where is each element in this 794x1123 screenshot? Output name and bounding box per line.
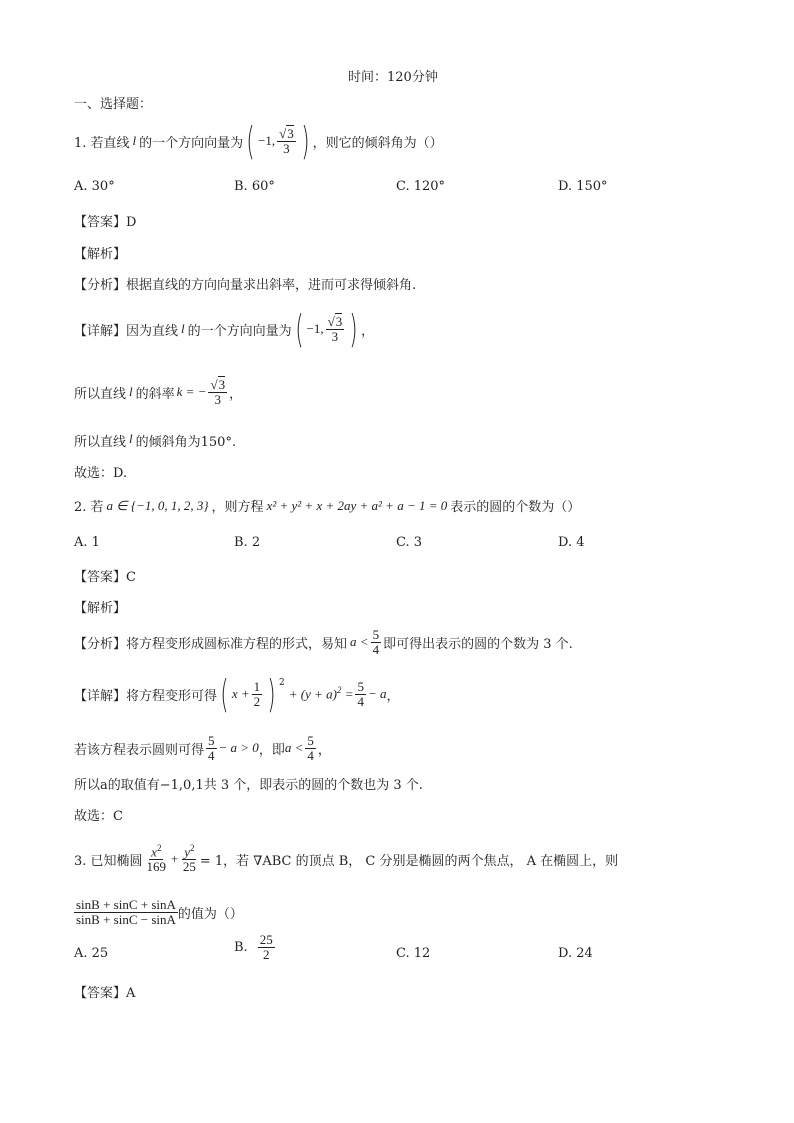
q2-fenxi: 【分析】 将方程变形成圆标准方程的形式，易知 a < $\frac{5}{4}$ 即可得出表示的圆的个数为 3 个. [74, 626, 573, 657]
exam-time: 时间：120分钟 [348, 70, 438, 85]
q2-analysis-label: 【解析】 [74, 601, 127, 616]
q3-option-c: C. 12 [396, 946, 431, 961]
q1-vector-fraction: $\frac{√3}{3}$ [279, 125, 294, 156]
q1-option-c: C. 120° [396, 179, 446, 194]
q3-option-b: B. $\frac{25}{2}$ [234, 932, 273, 962]
q1-fenxi: 【分析】根据直线的方向向量求出斜率，进而可求得倾斜角. [74, 278, 417, 293]
q2-answer: 【答案】C [74, 570, 136, 585]
q2-xiangjie: 【详解】 将方程变形可得 ( x + $\frac{1}{2}$ ) $^2$ + $(y + a)^2$ = $\frac{5}{4}$ − a ， [74, 672, 400, 716]
q1-angle: 所以直线 l 的倾斜角为150°. [74, 431, 237, 450]
q2-choose: 故选：C [74, 809, 123, 824]
q2-option-c: C. 3 [396, 535, 423, 550]
q1-option-d: D. 150° [558, 179, 608, 194]
q2-values: 所以a的取值有−1,0,1共 3 个，即表示的圆的个数也为 3 个. [74, 778, 423, 793]
q1-slope: 所以直线 l 的斜率 k = − $\frac{√3}{3}$ ， [74, 376, 243, 407]
q1-answer: 【答案】D [74, 215, 137, 230]
q2-option-d: D. 4 [558, 535, 585, 550]
q3-answer: 【答案】A [74, 986, 136, 1001]
q3-option-d: D. 24 [558, 946, 593, 961]
q1-option-a: A. 30° [74, 179, 115, 194]
section-title: 一、选择题： [74, 97, 153, 112]
q3-stem: 3. 已知椭圆 $\frac{x^2}{169}$ + $\frac{y^2}{25}$ = 1，若 ∇ABC 的顶点 B， C 分别是椭圆的两个焦点， A 在椭圆上，则 [74, 843, 619, 875]
q3-ratio: $\frac{\sin B + \sin C + \sin A}{\sin B + \sin C - \sin A}$ 的值为（） [76, 896, 243, 927]
q1-xiangjie: 【详解】 因为直线 l 的一个方向向量为 ( −1, $\frac{√3}{3}$ ) ， [74, 307, 375, 351]
q1-option-b: B. 60° [234, 179, 275, 194]
q1-analysis-label: 【解析】 [74, 247, 127, 262]
q1-stem: 1. 若直线 l 的一个方向向量为 ( −1, $\frac{√3}{3}$ ) ，则它的倾斜角为（） [74, 119, 443, 163]
q1-choose: 故选：D. [74, 466, 128, 481]
q2-stem: 2. 若 a ∈ {−1, 0, 1, 2, 3} ，则方程 x² + y² + x + 2ay + a² + a − 1 = 0 表示的圆的个数为（） [74, 497, 581, 515]
q2-condition: 若该方程表示圆则可得 $\frac{5}{4}$ − a > 0 ，即 a < $\frac{5}{4}$ ， [74, 732, 331, 763]
q3-option-a: A. 25 [74, 946, 109, 961]
q2-option-b: B. 2 [234, 535, 261, 550]
q2-option-a: A. 1 [74, 535, 100, 550]
